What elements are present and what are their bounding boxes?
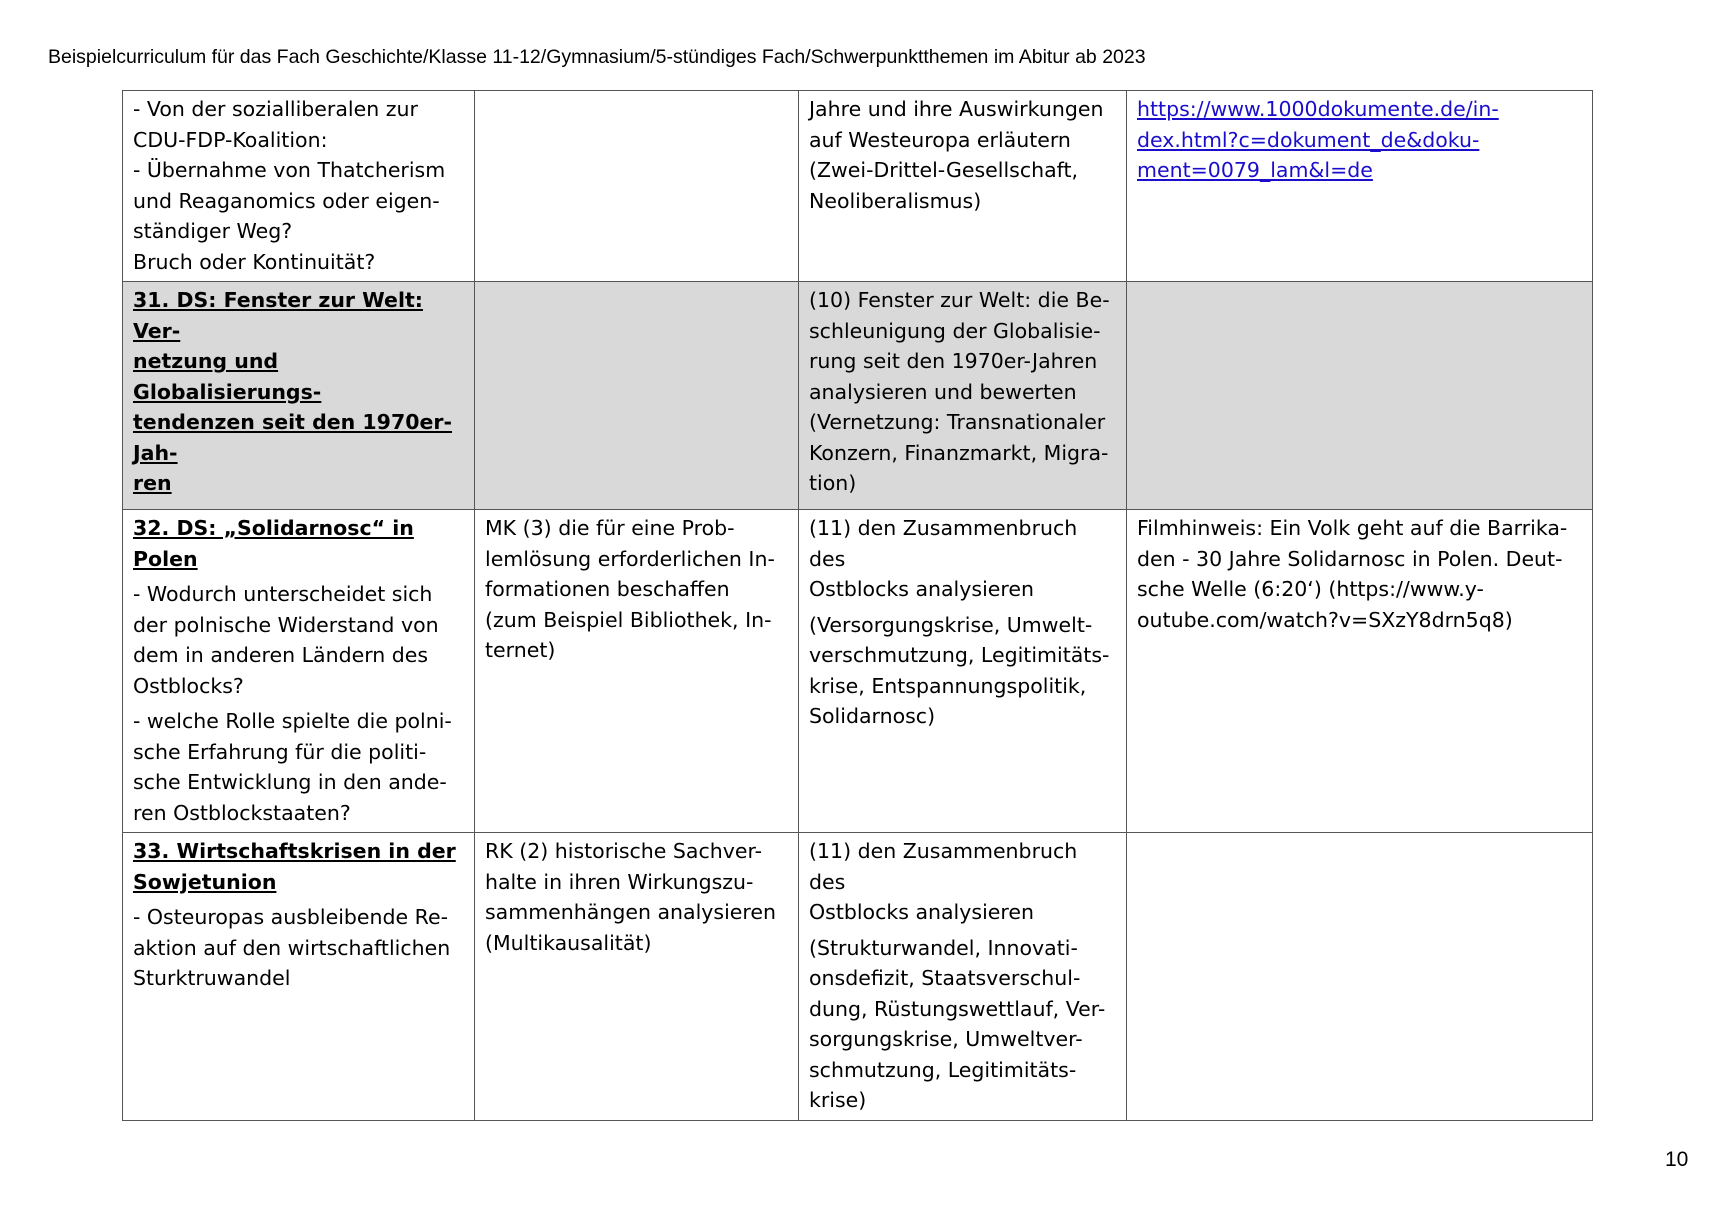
- topic-question: [133, 579, 464, 701]
- standard-line: onsdefizit, Staatsverschul-: [809, 966, 1081, 990]
- topic-cell: [123, 282, 475, 510]
- standard-details: [809, 933, 1116, 1116]
- topic-question: [133, 706, 464, 828]
- standard-line: (Vernetzung: Transnationaler: [809, 410, 1106, 434]
- standard-line: Ostblocks analysieren: [809, 900, 1034, 924]
- standard-line: (10) Fenster zur Welt: die Be-: [809, 288, 1110, 312]
- competence-cell: [475, 833, 799, 1121]
- topic-line: sche Erfahrung für die politi-: [133, 739, 427, 764]
- document-link[interactable]: https://www.1000dokumente.de/in-: [1137, 97, 1499, 121]
- standard-cell: [799, 91, 1127, 282]
- standard-line: sorgungskrise, Umweltver-: [809, 1027, 1083, 1051]
- topic-line: dem in anderen Ländern des: [133, 643, 429, 667]
- resource-line: sche Welle (6:20‘) (https://www.y-: [1137, 577, 1484, 601]
- competence-cell: [475, 91, 799, 282]
- topic-line: - Wodurch unterscheidet sich: [133, 582, 433, 606]
- competence-cell: [475, 510, 799, 833]
- standard-line: schmutzung, Legitimitäts-: [809, 1057, 1077, 1082]
- standard-cell: [799, 833, 1127, 1121]
- topic-line: Ostblocks?: [133, 673, 244, 698]
- document-header: Beispielcurriculum für das Fach Geschichte/Klasse 11-12/Gymnasium/5-stündiges Fach/Schwerpunktthemen im Abitur ab 2023: [48, 46, 1146, 68]
- competence-line: lemlösung erforderlichen In-: [485, 546, 775, 571]
- topic-line: - Osteuropas ausbleibende Re-: [133, 905, 449, 929]
- topic-title: Sowjetunion: [133, 869, 277, 894]
- table-row: [123, 510, 1593, 833]
- standard-cell: [799, 282, 1127, 510]
- page-number: 10: [1665, 1148, 1689, 1171]
- standard-line: auf Westeuropa erläutern: [809, 127, 1071, 152]
- document-link[interactable]: ment=0079_lam&l=de: [1137, 158, 1373, 182]
- curriculum-table: [122, 90, 1593, 1121]
- topic-title: netzung und Globalisierungs-: [133, 349, 322, 404]
- standard-line: (11) den Zusammenbruch des: [809, 839, 1078, 894]
- competence-line: MK (3) die für eine Prob-: [485, 516, 735, 540]
- standard-cell: [799, 510, 1127, 833]
- resource-line: den - 30 Jahre Solidarnosc in Polen. Deut-: [1137, 546, 1563, 571]
- standard-line: verschmutzung, Legitimitäts-: [809, 643, 1110, 667]
- topic-title: 33. Wirtschaftskrisen in der: [133, 839, 456, 863]
- topic-title: 31. DS: Fenster zur Welt: Ver-: [133, 288, 423, 343]
- topic-line: Sturktruwandel: [133, 966, 291, 990]
- standard-line: krise, Entspannungspolitik,: [809, 673, 1087, 698]
- topic-cell: [123, 91, 475, 282]
- competence-line: sammenhängen analysieren: [485, 900, 776, 924]
- competence-line: RK (2) historische Sachver-: [485, 839, 763, 863]
- standard-line: Jahre und ihre Auswirkungen: [809, 97, 1104, 121]
- standard-line: (Strukturwandel, Innovati-: [809, 935, 1078, 960]
- standard-line: analysieren und bewerten: [809, 379, 1077, 404]
- document-link[interactable]: dex.html?c=dokument_de&doku-: [1137, 127, 1480, 152]
- topic-cell: [123, 510, 475, 833]
- topic-line: - welche Rolle spielte die polni-: [133, 709, 452, 733]
- standard-line: krise): [809, 1088, 867, 1112]
- standard-line: tion): [809, 471, 857, 495]
- topic-line: aktion auf den wirtschaftlichen: [133, 935, 451, 960]
- topic-line: - Übernahme von Thatcherism: [133, 158, 446, 182]
- topic-title: tendenzen seit den 1970er-Jah-: [133, 410, 452, 465]
- resource-cell: [1127, 833, 1593, 1121]
- topic-title: 32. DS: „Solidarnosc“ in Polen: [133, 516, 414, 571]
- topic-line: ren Ostblockstaaten?: [133, 800, 351, 825]
- standard-line: Solidarnosc): [809, 704, 936, 728]
- topic-line: - Von der sozialliberalen zur: [133, 97, 418, 121]
- standard-line: (Versorgungskrise, Umwelt-: [809, 612, 1093, 637]
- competence-cell: [475, 282, 799, 510]
- standard-details: [809, 610, 1116, 732]
- table-row: [123, 91, 1593, 282]
- standard-line: (Zwei-Drittel-Gesellschaft,: [809, 158, 1079, 182]
- resource-cell: [1127, 510, 1593, 833]
- competence-line: halte in ihren Wirkungszu-: [485, 869, 754, 894]
- standard-line: Neoliberalismus): [809, 188, 982, 213]
- topic-line: sche Entwicklung in den ande-: [133, 770, 447, 794]
- resource-line: Filmhinweis: Ein Volk geht auf die Barrika-: [1137, 516, 1568, 540]
- standard-line: rung seit den 1970er-Jahren: [809, 349, 1098, 373]
- competence-line: ternet): [485, 638, 556, 662]
- topic-cell: [123, 833, 475, 1121]
- standard-line: Konzern, Finanzmarkt, Migra-: [809, 440, 1109, 465]
- standard-line: (11) den Zusammenbruch des: [809, 516, 1078, 571]
- standard-line: Ostblocks analysieren: [809, 577, 1034, 601]
- topic-line: der polnische Widerstand von: [133, 612, 439, 637]
- standard-line: schleunigung der Globalisie-: [809, 318, 1101, 343]
- standard-line: dung, Rüstungswettlauf, Ver-: [809, 996, 1106, 1021]
- topic-question: [133, 902, 464, 994]
- topic-line: und Reaganomics oder eigen-: [133, 188, 440, 213]
- resource-cell: [1127, 282, 1593, 510]
- table-row: [123, 282, 1593, 510]
- resource-line: outube.com/watch?v=SXzY8drn5q8): [1137, 607, 1513, 632]
- competence-line: (zum Beispiel Bibliothek, In-: [485, 607, 772, 632]
- topic-line: ständiger Weg?: [133, 219, 293, 243]
- topic-title: ren: [133, 471, 172, 495]
- table-row: [123, 833, 1593, 1121]
- topic-line: Bruch oder Kontinuität?: [133, 249, 376, 274]
- competence-line: formationen beschaffen: [485, 577, 730, 601]
- competence-line: (Multikausalität): [485, 930, 652, 955]
- resource-cell: [1127, 91, 1593, 282]
- topic-line: CDU-FDP-Koalition:: [133, 127, 328, 152]
